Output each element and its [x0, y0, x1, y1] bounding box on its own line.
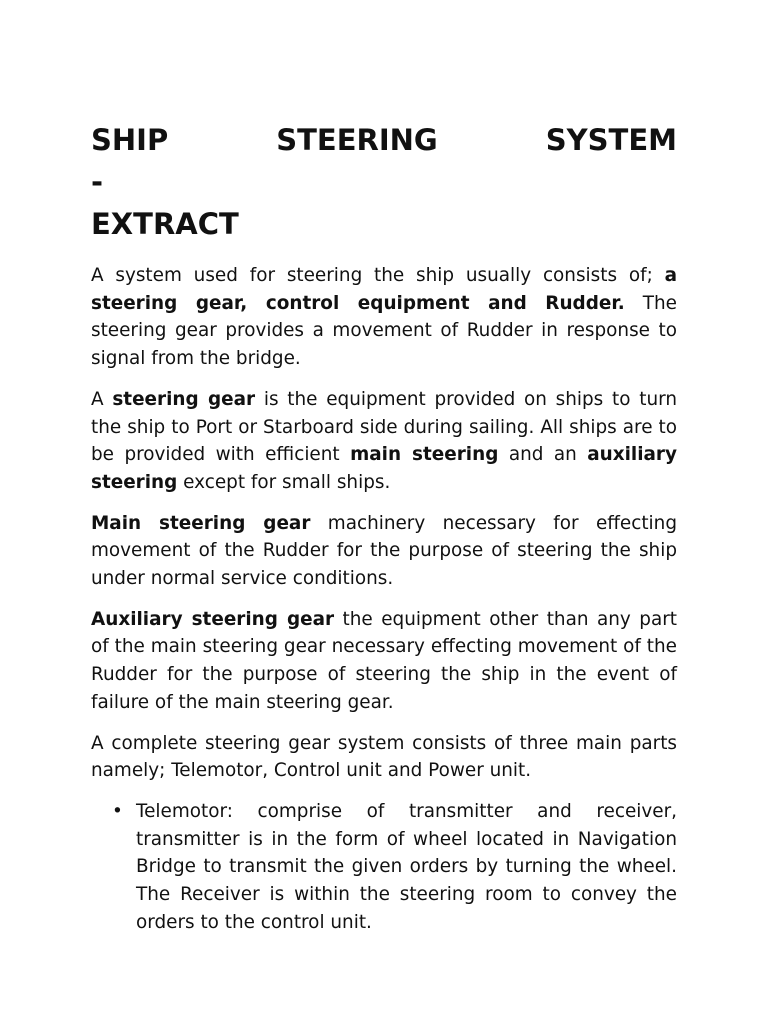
paragraph-system-parts	[91, 730, 677, 785]
paragraph-text: A	[91, 388, 113, 410]
document-title-line-1: SHIP STEERING SYSTEM -	[91, 123, 677, 199]
document-title	[91, 119, 677, 245]
paragraph-text: machinery necessary for effecting movement of the Rudder for the purpose of steering the ship under normal service conditions.	[91, 512, 678, 590]
paragraph-main-steering-gear	[91, 510, 677, 593]
paragraph-text: except for small ships.	[177, 471, 391, 493]
paragraph-bold-text: steering gear	[112, 388, 256, 410]
paragraph-system-overview	[91, 262, 677, 373]
paragraph-text: The steering gear provides a movement of Rudder in response to signal from the bridge.	[91, 292, 677, 370]
paragraph-bold-text: a steering gear, control equipment and Rudder.	[91, 265, 677, 314]
paragraph-text: the equipment other than any part of the main steering gear necessary effecting movement of the Rudder for the purpose of steering the ship in the event of failure of the main steering gear.	[91, 608, 677, 713]
paragraph-text: and an	[498, 444, 588, 466]
list-item-text: Telemotor: comprise of transmitter and receiver, transmitter is in the form of wheel located in Navigation Bridge to transmit the given orders by turning the wheel. The Receiver is within the steering room to convey the orders to the control unit.	[136, 800, 677, 933]
bullet-marker: •	[112, 800, 123, 822]
paragraph-bold-text: main steering	[350, 444, 499, 466]
list-item	[112, 798, 677, 937]
bullet-list	[91, 798, 677, 937]
paragraph-bold-text: Auxiliary steering gear	[91, 608, 335, 630]
paragraph-auxiliary-steering-gear	[91, 606, 677, 717]
paragraph-bold-text: auxiliary steering	[91, 444, 677, 493]
paragraph-text: A system used for steering the ship usually consists of;	[91, 265, 665, 286]
paragraph-text: is the equipment provided on ships to turn the ship to Port or Starboard side during sailing. All ships are to be provided with efficient	[91, 388, 677, 466]
paragraph-steering-gear-definition	[91, 386, 677, 497]
paragraph-text: A complete steering gear system consists of three main parts namely; Telemotor, Control unit and Power unit.	[91, 732, 677, 782]
paragraph-bold-text: Main steering gear	[91, 512, 311, 534]
document-title-line-2: EXTRACT	[91, 207, 239, 241]
